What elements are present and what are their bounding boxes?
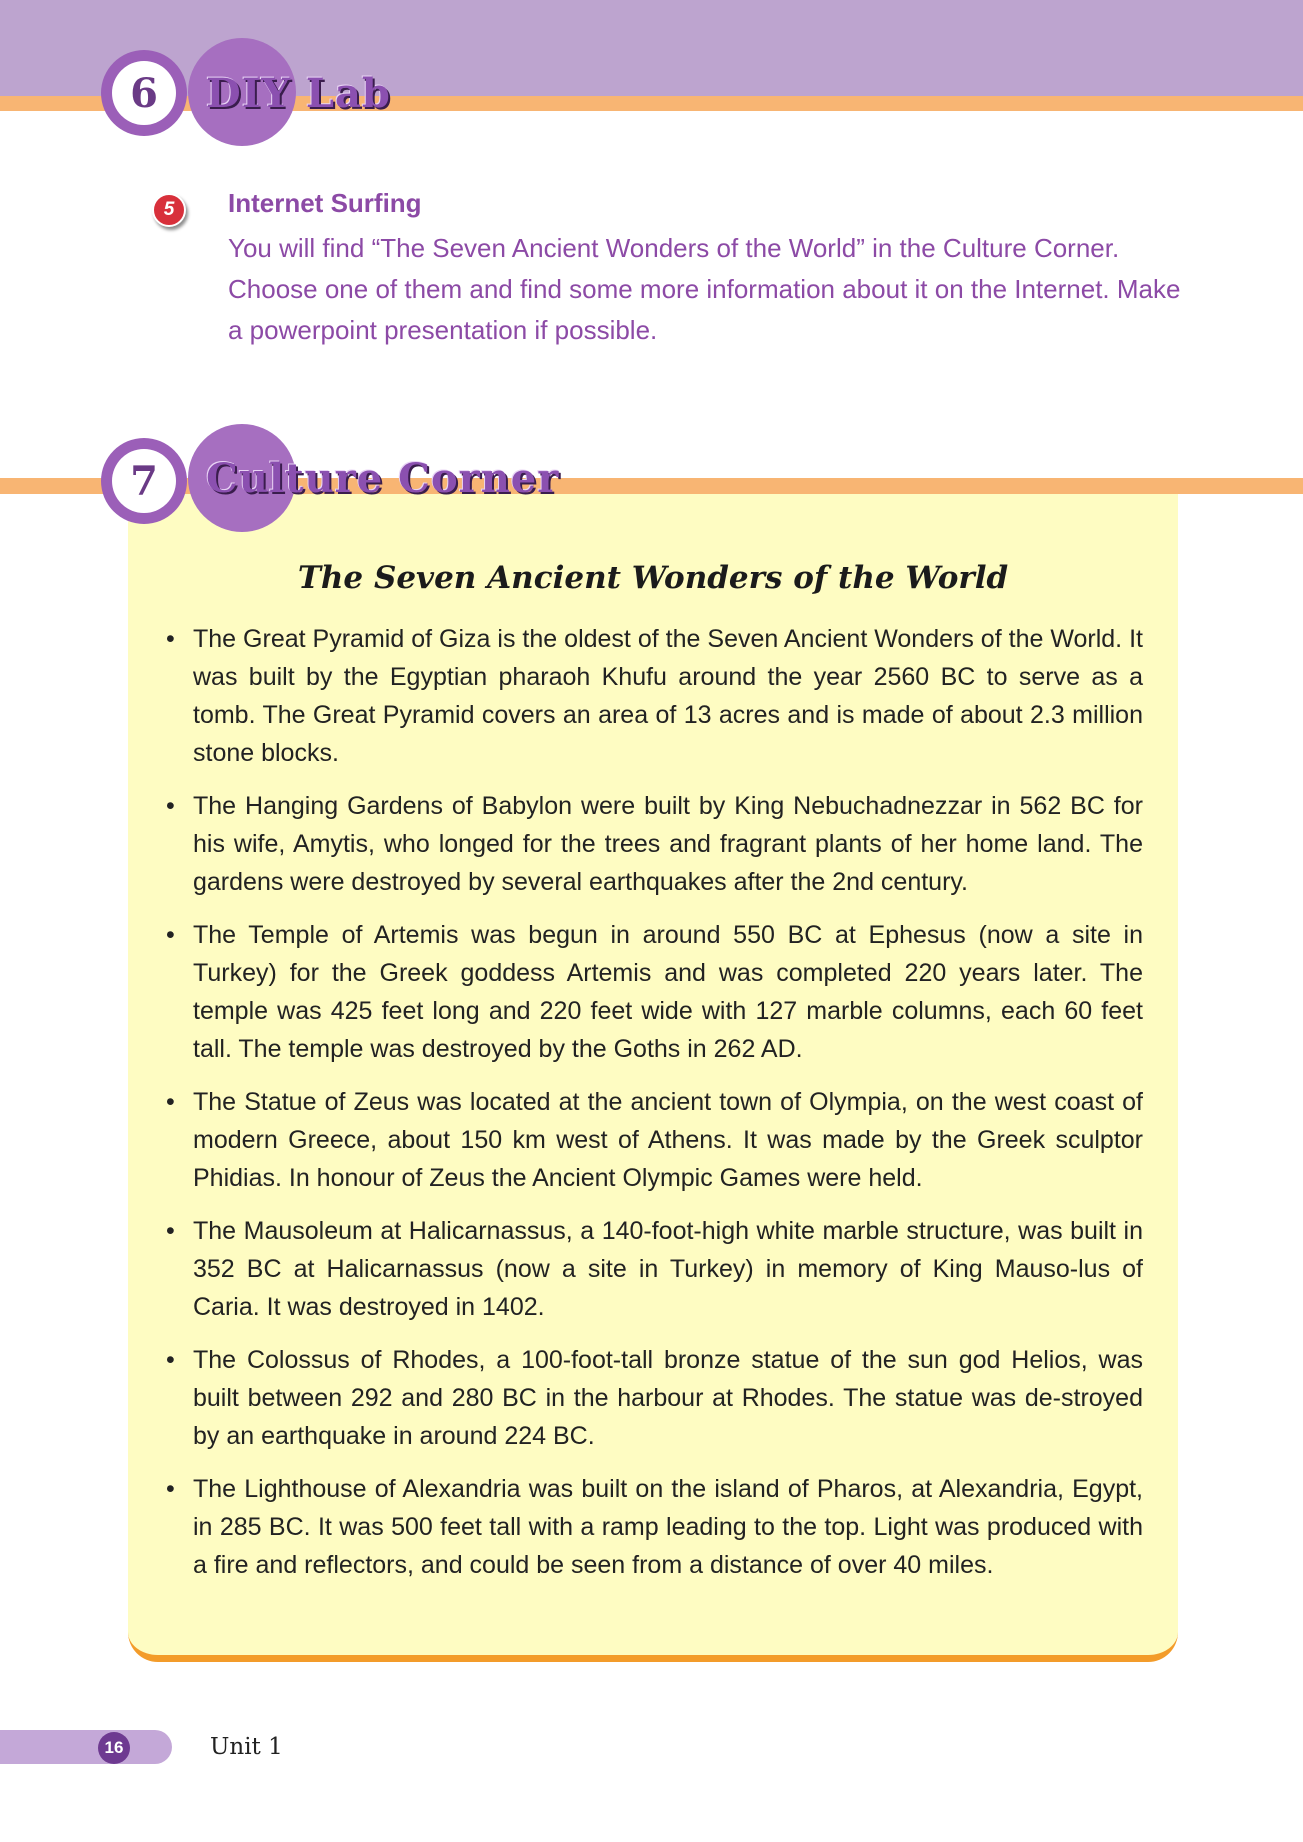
list-item-text: The Hanging Gardens of Babylon were built by King Nebuchadnezzar in 562 BC for his wife, Amytis, who longed for the trees and fragrant plants of her home land. The gardens were destroyed by several earthquakes after the 2nd century.	[193, 792, 1143, 896]
list-item	[160, 1341, 1143, 1455]
section-6-title: DIY Lab	[206, 70, 391, 117]
unit-label: Unit 1	[210, 1734, 283, 1760]
culture-corner-title: The Seven Ancient Wonders of the World	[297, 560, 1009, 596]
list-item-text: The Lighthouse of Alexandria was built on the island of Pharos, at Alexandria, Egypt, in 285 BC. It was 500 feet tall with a ramp leading to the top. Light was produced with a fire and reflectors, and could be seen from a distance of over 40 miles.	[193, 1475, 1143, 1579]
item-5-badge: 5	[152, 193, 186, 227]
bullet-icon: •	[166, 625, 175, 653]
list-item	[160, 1470, 1143, 1584]
section-7-title: Culture Corner	[206, 455, 560, 502]
list-item	[160, 1212, 1143, 1326]
item-5-heading: Internet Surfing	[228, 188, 422, 218]
page-number: 16	[98, 1732, 130, 1764]
section-6-number: 6	[112, 61, 176, 125]
bullet-icon: •	[166, 1475, 175, 1503]
bullet-icon: •	[166, 1217, 175, 1245]
list-item	[160, 787, 1143, 901]
list-item-text: The Great Pyramid of Giza is the oldest of the Seven Ancient Wonders of the World. It was built by the Egyptian pharaoh Khufu around the year 2560 BC to serve as a tomb. The Great Pyramid covers an area of 13 acres and is made of about 2.3 million stone blocks.	[193, 625, 1143, 767]
item-5-text: You will find “The Seven Ancient Wonders of the World” in the Culture Corner. Choose one of them and find some more information about it on the Internet. Make a powerpoint presentation if possible.	[228, 233, 1181, 345]
list-item	[160, 620, 1143, 772]
list-item-text: The Colossus of Rhodes, a 100-foot-tall bronze statue of the sun god Helios, was built between 292 and 280 BC in the harbour at Rhodes. The statue was de-stroyed by an earthquake in around 224 BC.	[193, 1346, 1143, 1450]
bullet-icon: •	[166, 792, 175, 820]
section-7-number: 7	[112, 449, 176, 513]
list-item	[160, 1083, 1143, 1197]
list-item-text: The Temple of Artemis was begun in around 550 BC at Ephesus (now a site in Turkey) for the Greek goddess Artemis and was completed 220 years later. The temple was 425 feet long and 220 feet wide with 127 marble columns, each 60 feet tall. The temple was destroyed by the Goths in 262 AD.	[193, 921, 1143, 1063]
bullet-icon: •	[166, 1346, 175, 1374]
list-item	[160, 916, 1143, 1068]
footer-band	[0, 1730, 172, 1764]
bullet-icon: •	[166, 1088, 175, 1116]
list-item-text: The Mausoleum at Halicarnassus, a 140-foot-high white marble structure, was built in 352 BC at Halicarnassus (now a site in Turkey) in memory of King Mauso-lus of Caria. It was destroyed in 1402.	[193, 1217, 1143, 1321]
list-item-text: The Statue of Zeus was located at the ancient town of Olympia, on the west coast of modern Greece, about 150 km west of Athens. It was made by the Greek sculptor Phidias. In honour of Zeus the Ancient Olympic Games were held.	[193, 1088, 1143, 1192]
bullet-icon: •	[166, 921, 175, 949]
wonders-list	[160, 620, 1143, 1599]
